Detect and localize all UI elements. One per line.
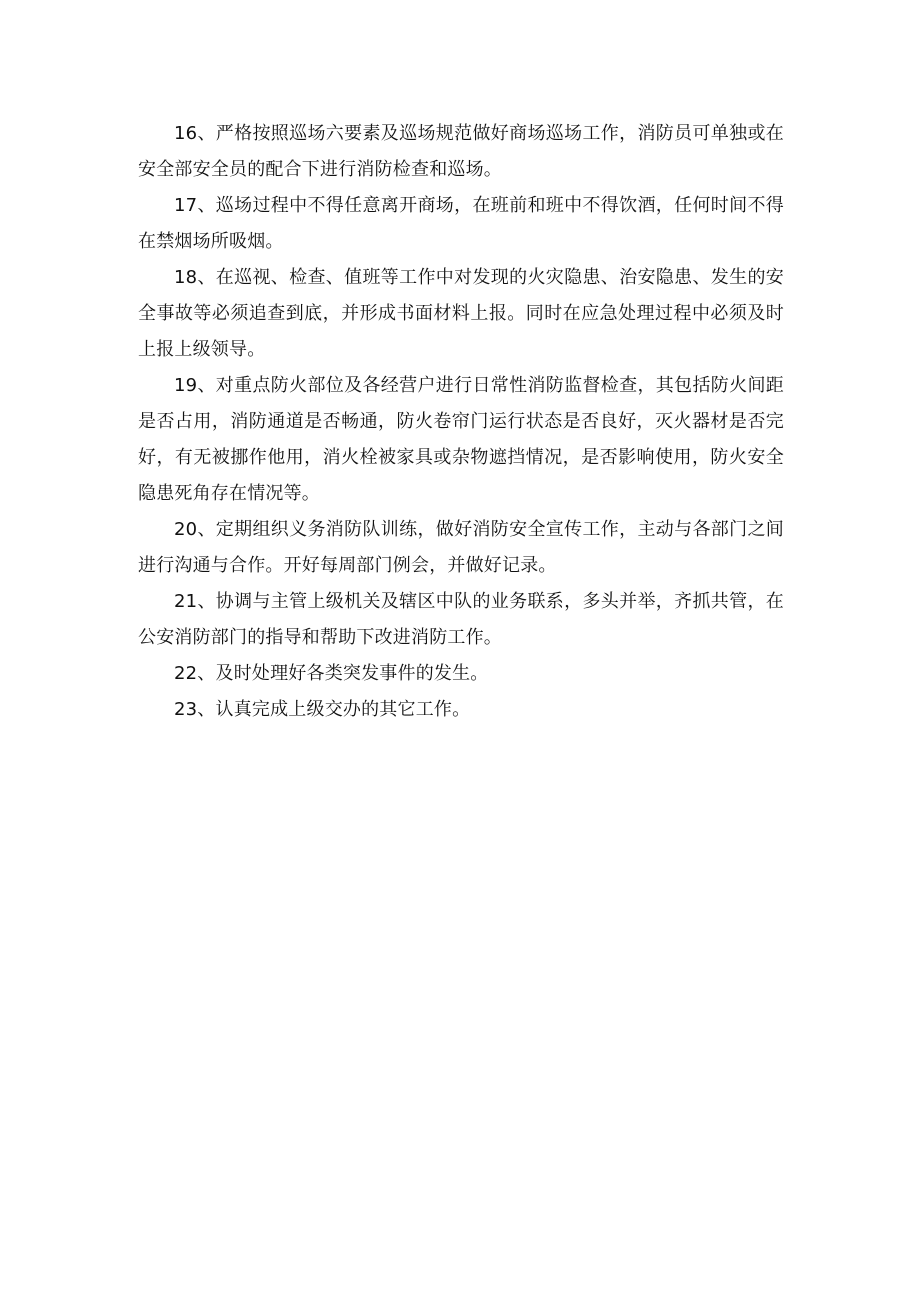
paragraph-22: 22、及时处理好各类突发事件的发生。 xyxy=(174,663,489,684)
paragraph-20: 20、定期组织义务消防队训练，做好消防安全宣传工作，主动与各部门之间进行沟通与合作。开好每周部门例会，并做好记录。 xyxy=(138,519,784,576)
paragraph-23: 23、认真完成上级交办的其它工作。 xyxy=(174,699,471,720)
paragraph-21: 21、协调与主管上级机关及辖区中队的业务联系，多头并举，齐抓共管，在公安消防部门的指导和帮助下改进消防工作。 xyxy=(138,591,784,648)
document-body xyxy=(138,116,784,728)
paragraph-18: 18、在巡视、检查、值班等工作中对发现的火灾隐患、治安隐患、发生的安全事故等必须追查到底，并形成书面材料上报。同时在应急处理过程中必须及时上报上级领导。 xyxy=(138,267,784,360)
paragraph-17: 17、巡场过程中不得任意离开商场，在班前和班中不得饮酒，任何时间不得在禁烟场所吸烟。 xyxy=(138,195,784,252)
paragraph-19: 19、对重点防火部位及各经营户进行日常性消防监督检查，其包括防火间距是否占用，消防通道是否畅通，防火卷帘门运行状态是否良好，灭火器材是否完好，有无被挪作他用，消火栓被家具或杂物遮挡情况，是否影响使用，防火安全隐患死角存在情况等。 xyxy=(138,375,784,504)
paragraph-16: 16、严格按照巡场六要素及巡场规范做好商场巡场工作，消防员可单独或在安全部安全员的配合下进行消防检查和巡场。 xyxy=(138,123,784,180)
